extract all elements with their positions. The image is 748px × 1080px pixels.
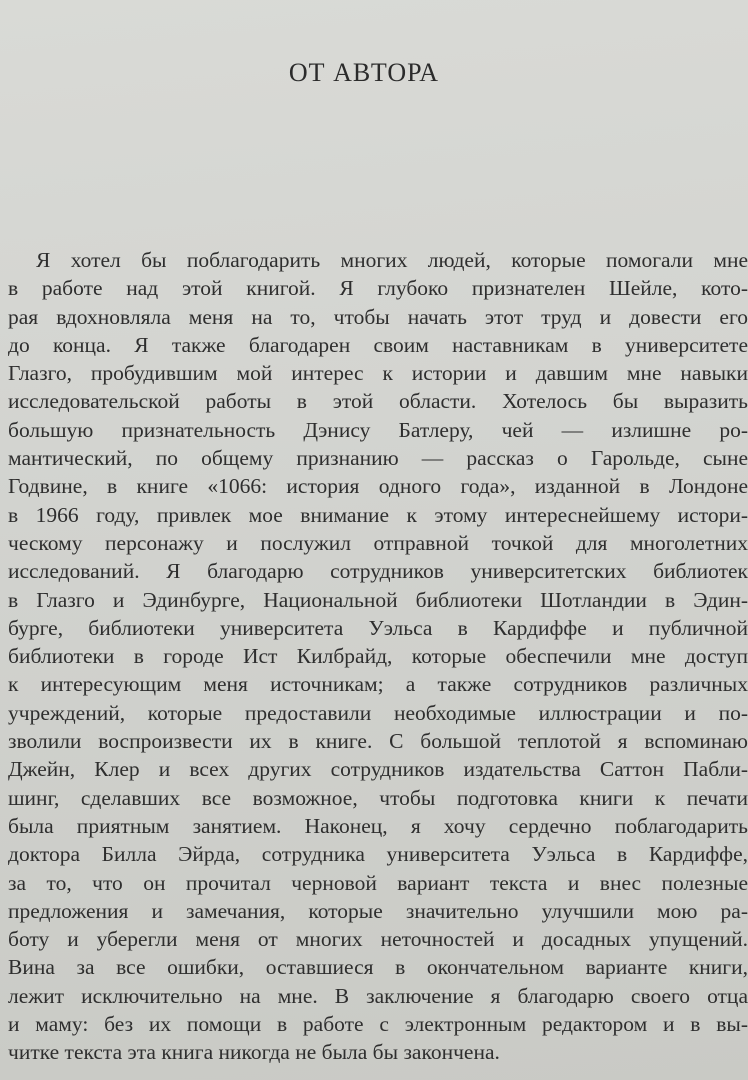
text-line: к интересующим меня источникам; а также сотрудников различных: [8, 672, 748, 697]
text-line: исследовательской работы в этой области. Хотелось бы выразить: [8, 389, 748, 414]
text-line: рая вдохновляла меня на то, чтобы начать этот труд и довести его: [8, 304, 748, 329]
text-line: Я хотел бы поблагодарить многих людей, которые помогали мне: [36, 248, 748, 272]
text-line: в 1966 году, привлек мое внимание к этому интереснейшему истори-: [8, 502, 748, 527]
text-line: читке текста эта книга никогда не была бы закончена.: [8, 1040, 500, 1065]
text-line: бурге, библиотеки университета Уэльса в Кардиффе и публичной: [8, 615, 748, 640]
body-paragraph: [8, 246, 748, 1067]
text-line: Годвине, в книге «1066: история одного года», изданной в Лондоне: [8, 474, 748, 499]
text-line: Джейн, Клер и всех других сотрудников издательства Саттон Пабли-: [8, 757, 748, 782]
text-line: шинг, сделавших все возможное, чтобы подготовка книги к печати: [8, 785, 748, 810]
text-line: ческому персонажу и послужил отправной точкой для многолетних: [8, 530, 748, 555]
text-line: лежит исключительно на мне. В заключение я благодарю своего отца: [8, 983, 748, 1008]
text-line: Вина за все ошибки, оставшиеся в окончательном варианте книги,: [8, 955, 748, 980]
text-line: в работе над этой книгой. Я глубоко признателен Шейле, кото-: [8, 276, 748, 301]
text-line: Глазго, пробудившим мой интерес к истории и давшим мне навыки: [8, 361, 748, 386]
text-line: боту и уберегли меня от многих неточностей и досадных упущений.: [8, 927, 748, 952]
text-line: в Глазго и Эдинбурге, Национальной библиотеки Шотландии в Эдин-: [8, 587, 748, 612]
text-line: зволили воспроизвести их в книге. С большой теплотой я вспоминаю: [8, 729, 748, 754]
text-line: предложения и замечания, которые значительно улучшили мою ра-: [8, 898, 748, 923]
text-line: за то, что он прочитал черновой вариант текста и внес полезные: [8, 870, 748, 895]
text-line: библиотеки в городе Ист Килбрайд, которые обеспечили мне доступ: [8, 644, 748, 669]
text-line: мантический, по общему признанию — рассказ о Гарольде, сыне: [8, 446, 748, 471]
text-line: до конца. Я также благодарен своим наставникам в университете: [8, 332, 748, 357]
text-line: была приятным занятием. Наконец, я хочу сердечно поблагодарить: [8, 813, 748, 838]
text-line: большую признательность Дэнису Батлеру, чей — излишне ро-: [8, 417, 748, 442]
text-line: исследований. Я благодарю сотрудников университетских библиотек: [8, 559, 748, 584]
page-title: ОТ АВТОРА: [288, 58, 440, 87]
text-line: доктора Билла Эйрда, сотрудника университета Уэльса в Кардиффе,: [8, 842, 748, 867]
text-line: и маму: без их помощи в работе с электронным редактором и в вы-: [8, 1012, 748, 1037]
text-line: учреждений, которые предоставили необходимые иллюстрации и по-: [8, 700, 748, 725]
